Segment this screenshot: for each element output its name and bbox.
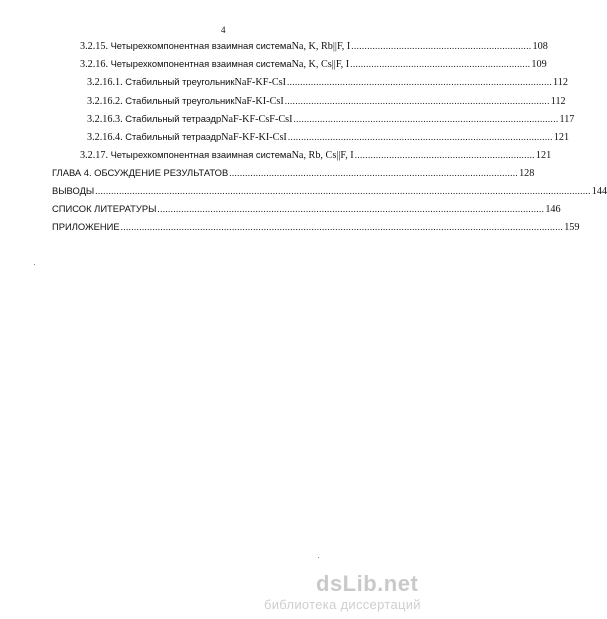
toc-leader-dots: .................................................................................................... [284,96,550,106]
toc-entry-title: Стабильный тетраэдр [125,131,222,142]
toc-entry-page: 109 [531,59,547,70]
toc-entry-title: ГЛАВА 4. ОБСУЖДЕНИЕ РЕЗУЛЬТАТОВ [52,167,229,178]
toc-entry-3-2-16-1 [87,76,568,90]
toc-entry-number: 3.2.16.1. [87,77,123,88]
toc-entry-title: Четырехкомпонентная взаимная система [110,149,292,160]
toc-entry-formula: NaF-KI-CsI [234,96,284,107]
toc-entry-references [52,203,561,217]
toc-entry-formula: NaF-KF-CsI [234,77,287,88]
toc-entry-3-2-16-4 [87,131,570,145]
toc-entry-title: Стабильный треугольник [125,76,235,87]
toc-entry-number: 3.2.16. [80,59,109,70]
toc-entry-formula: Na, K, Cs||F, I [291,59,350,70]
toc-entry-page: 128 [519,168,535,179]
toc-entry-title: СПИСОК ЛИТЕРАТУРЫ [52,203,157,214]
toc-leader-dots: .................................................................................................................................................. [157,204,545,214]
toc-entry-number: 3.2.16.2. [87,96,123,107]
toc-entry-3-2-16-3 [87,113,575,127]
toc-entry-title: Четырехкомпонентная взаимная система [110,58,292,69]
toc-entry-formula: NaF-KF-CsF-CsI [221,114,293,125]
toc-entry-formula: NaF-KF-KI-CsI [221,132,287,143]
watermark-subtitle: библиотека диссертаций [264,597,421,612]
toc-entry-formula: Na, Rb, Cs||F, I [291,150,354,161]
toc-entry-title: ВЫВОДЫ [52,185,95,196]
watermark [264,573,444,612]
toc-entry-title: Стабильный треугольник [125,95,235,106]
scan-speck [34,264,35,265]
toc-entry-conclusions [52,185,607,199]
toc-entry-title: Четырехкомпонентная взаимная система [110,40,292,51]
toc-entry-chapter-4 [52,167,535,181]
toc-entry-formula: Na, K, Rb||F, I [291,41,351,52]
toc-leader-dots: .................................................................................................... [287,132,553,142]
toc-entry-page: 159 [564,222,580,233]
toc-leader-dots: .................................................................................................... [293,114,559,124]
toc-entry-page: 112 [553,77,568,88]
toc-entry-number: 3.2.16.4. [87,132,123,143]
toc-entry-page: 121 [553,132,570,143]
toc-leader-dots: ........................................................................................................................................................................................... [95,186,591,196]
watermark-logo: dsLib.net [316,571,419,596]
toc-entry-3-2-15 [80,40,548,54]
toc-entry-appendix [52,221,580,235]
toc-entry-number: 3.2.17. [80,150,109,161]
toc-entry-3-2-17 [80,149,552,163]
toc-entry-number: 3.2.15. [80,41,109,52]
toc-leader-dots: .................................................................... [354,150,535,160]
toc-entry-title: ПРИЛОЖЕНИЕ [52,221,120,232]
toc-entry-page: 117 [559,114,575,125]
toc-entry-page: 144 [591,186,607,197]
toc-leader-dots: ....................................................................................................................................................................... [120,222,564,232]
toc-leader-dots: ............................................................................................................. [229,168,519,178]
toc-entry-page: 146 [545,204,561,215]
toc-entry-title: Стабильный тетраэдр [125,113,222,124]
toc-entry-number: 3.2.16.3. [87,114,123,125]
toc-entry-page: 121 [535,150,552,161]
toc-leader-dots: .................................................................... [351,41,532,51]
toc-entry-3-2-16 [80,58,547,72]
toc-entry-3-2-16-2 [87,95,566,109]
toc-leader-dots: .................................................................................................... [287,77,553,87]
page-number: 4 [221,25,226,35]
toc-entry-page: 108 [532,41,548,52]
toc-leader-dots: .................................................................... [350,59,531,69]
toc-entry-page: 112 [550,96,566,107]
scan-speck [318,557,319,558]
